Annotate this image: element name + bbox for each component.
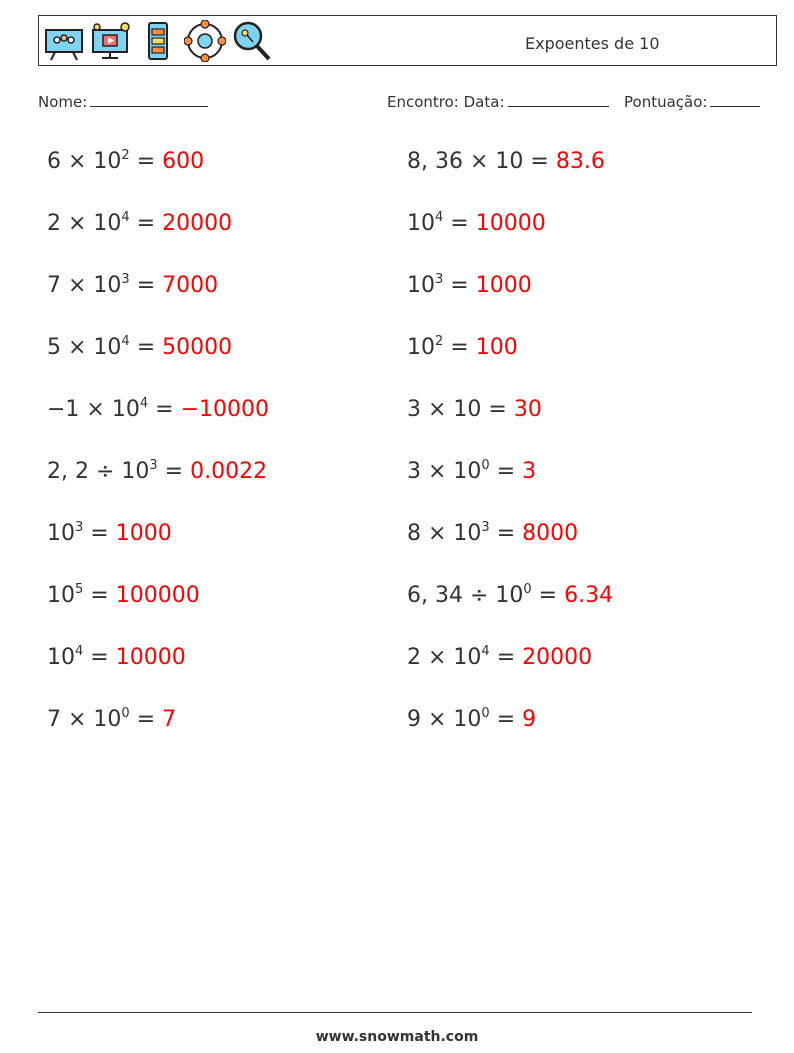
- problem-answer: 30: [513, 397, 542, 422]
- problem-item: [407, 644, 592, 672]
- problem-exponent: 0: [481, 706, 490, 721]
- problem-expression: 9 × 10: [407, 707, 482, 732]
- equals-sign: =: [489, 521, 523, 546]
- problem-exponent: 3: [435, 272, 444, 287]
- problem-answer: 20000: [162, 211, 233, 236]
- problem-answer: 1000: [115, 521, 172, 546]
- problem-answer: 1000: [475, 273, 532, 298]
- problem-exponent: 0: [523, 582, 532, 597]
- presentation-board-icon: [43, 20, 85, 62]
- equals-sign: =: [129, 707, 163, 732]
- problem-answer: 50000: [162, 335, 233, 360]
- problem-item: [407, 210, 546, 238]
- equals-sign: =: [443, 273, 476, 298]
- problem-item: [407, 520, 578, 548]
- problem-answer: 3: [522, 459, 537, 484]
- problem-exponent: 4: [481, 644, 490, 659]
- problem-expression: 8 × 10: [407, 521, 482, 546]
- problem-exponent: 5: [75, 582, 84, 597]
- header-icons: [43, 20, 278, 62]
- problem-item: [407, 582, 613, 610]
- equals-sign: =: [443, 211, 476, 236]
- name-label: Nome:: [38, 93, 88, 111]
- equals-sign: =: [531, 583, 565, 608]
- problem-item: [407, 706, 536, 734]
- meeting-date-field: [387, 92, 609, 111]
- problem-exponent: 4: [139, 396, 149, 411]
- problem-expression: 6 × 10: [47, 149, 122, 174]
- meeting-date-label: Encontro: Data:: [387, 93, 505, 111]
- problem-item: [47, 334, 232, 362]
- problem-item: [407, 272, 532, 300]
- problem-expression: 5 × 10: [47, 335, 122, 360]
- footer-url: www.snowmath.com: [315, 1029, 479, 1045]
- equals-sign: =: [129, 335, 163, 360]
- problem-exponent: 4: [121, 334, 130, 349]
- problem-item: [407, 334, 518, 362]
- problem-expression: 6, 34 ÷ 10: [407, 583, 524, 608]
- equals-sign: =: [148, 397, 181, 422]
- problem-expression: 10: [407, 273, 435, 298]
- problem-expression: 10: [47, 645, 75, 670]
- name-blank: [90, 92, 208, 107]
- problem-answer: 8000: [522, 521, 579, 546]
- problem-expression: 3 × 10: [407, 397, 482, 422]
- problem-item: [47, 644, 186, 672]
- problem-expression: 7 × 10: [47, 707, 122, 732]
- problem-answer: 10000: [115, 645, 186, 670]
- problem-expression: 2 × 10: [47, 211, 122, 236]
- problem-item: [47, 396, 269, 424]
- problem-answer: 83.6: [555, 149, 605, 174]
- problem-answer: 20000: [522, 645, 593, 670]
- problem-exponent: 4: [121, 210, 130, 225]
- problem-expression: 2, 2 ÷ 10: [47, 459, 150, 484]
- equals-sign: =: [443, 335, 476, 360]
- problem-item: [47, 520, 172, 548]
- equals-sign: =: [489, 645, 523, 670]
- problem-exponent: 2: [435, 334, 444, 349]
- problem-answer: 7000: [162, 273, 219, 298]
- problem-item: [407, 396, 542, 424]
- equals-sign: =: [83, 521, 116, 546]
- problem-answer: 7: [162, 707, 177, 732]
- equals-sign: =: [129, 273, 163, 298]
- equals-sign: =: [523, 149, 556, 174]
- score-field: [624, 92, 760, 111]
- problem-expression: −1 × 10: [47, 397, 140, 422]
- footer-divider: [38, 1012, 752, 1013]
- equals-sign: =: [489, 459, 523, 484]
- problem-item: [47, 582, 200, 610]
- date-blank: [508, 92, 609, 107]
- worksheet-title: Expoentes de 10: [525, 34, 660, 53]
- network-people-icon: [184, 20, 226, 62]
- magnifier-key-icon: [231, 20, 273, 62]
- problem-item: [47, 272, 218, 300]
- equals-sign: =: [481, 397, 514, 422]
- problem-answer: 6.34: [564, 583, 614, 608]
- problem-answer: 0.0022: [190, 459, 268, 484]
- problem-exponent: 3: [75, 520, 84, 535]
- problem-exponent: 0: [481, 458, 490, 473]
- problem-answer: −10000: [180, 397, 269, 422]
- problem-exponent: 3: [121, 272, 130, 287]
- problem-exponent: 2: [121, 148, 130, 163]
- problem-exponent: 0: [121, 706, 130, 721]
- problem-expression: 10: [47, 521, 75, 546]
- problem-expression: 10: [47, 583, 75, 608]
- problem-answer: 10000: [475, 211, 546, 236]
- score-blank: [710, 92, 760, 107]
- equals-sign: =: [83, 583, 116, 608]
- problem-expression: 7 × 10: [47, 273, 122, 298]
- equals-sign: =: [129, 211, 163, 236]
- problem-item: [47, 148, 204, 176]
- monitor-video-icon: [90, 20, 132, 62]
- equals-sign: =: [489, 707, 523, 732]
- problem-answer: 600: [162, 149, 205, 174]
- problem-expression: 8, 36 × 10: [407, 149, 524, 174]
- problem-expression: 10: [407, 211, 435, 236]
- problem-item: [47, 706, 176, 734]
- mobile-app-icon: [137, 20, 179, 62]
- problem-exponent: 4: [435, 210, 444, 225]
- problem-exponent: 3: [481, 520, 490, 535]
- problem-item: [47, 458, 267, 486]
- score-label: Pontuação:: [624, 93, 708, 111]
- problem-answer: 100: [475, 335, 518, 360]
- problem-answer: 100000: [115, 583, 200, 608]
- problem-answer: 9: [522, 707, 537, 732]
- problem-expression: 2 × 10: [407, 645, 482, 670]
- problem-expression: 10: [407, 335, 435, 360]
- problem-item: [47, 210, 232, 238]
- header-box: [38, 15, 777, 66]
- problem-exponent: 3: [149, 458, 158, 473]
- equals-sign: =: [129, 149, 163, 174]
- name-field: [38, 92, 208, 111]
- equals-sign: =: [157, 459, 191, 484]
- problem-exponent: 4: [75, 644, 84, 659]
- equals-sign: =: [83, 645, 116, 670]
- problem-item: [407, 148, 605, 176]
- problem-expression: 3 × 10: [407, 459, 482, 484]
- problem-item: [407, 458, 536, 486]
